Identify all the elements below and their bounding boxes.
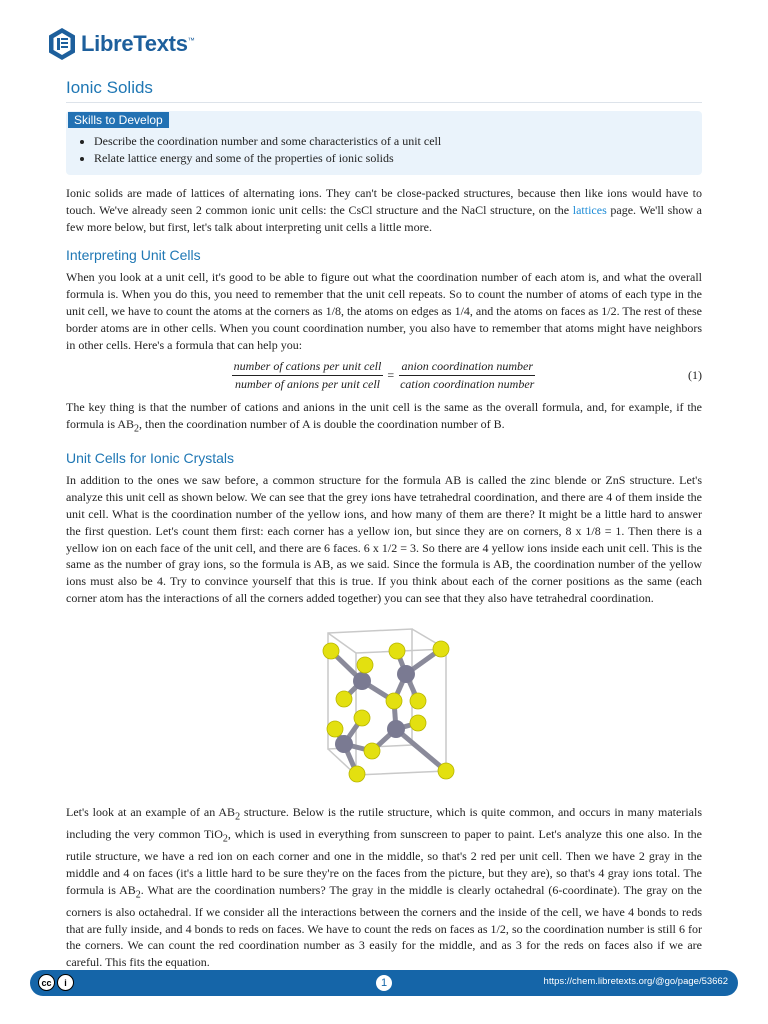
libretexts-logo-icon (47, 27, 77, 61)
equation-number: (1) (688, 367, 702, 382)
page-url[interactable]: https://chem.libretexts.org/@go/page/53662 (543, 976, 728, 987)
rutile-paragraph: Let's look at an example of an $AB_2$ structure. Below is the rutile structure, which is quite common, and occurs in many materials including the very common TiO$_2$, which is used in everything from sunscreen to paper to paint. Let's analyze this one also. In the rutile structure, we have a red ion on each corner and one in the middle, so that's 2 red per unit cell. Then we have 2 gray in the middle and 4 on faces (it's a little hard to be sure they're on the faces from the picture, but they are), so that's 4 gray ions total. The formula is $AB_2$. What are the coordination numbers? The gray in the middle is clearly octahedral (6-coordinate). The gray on the corners is also octahedral. If we consider all the interactions between the corners and the inside of the cell, we have 4 bonds to reds that are fully inside, and 4 bonds to reds on faces. We have to count the reds on faces as 1/2, so the coordination number is still 6 for the corners. We can count the red coordination number as 3 easily for the middle, and as 3 for the reds on faces also if we are careful. This fits the equation. (66, 804, 703, 970)
lattices-link[interactable]: lattices (572, 202, 607, 217)
libretexts-logo[interactable] (47, 27, 194, 61)
cc-license-badge[interactable] (38, 974, 74, 991)
intro-paragraph: Ionic solids are made of lattices of alternating ions. They can't be close-packed structures, because then like ions would have to touch. We've already seen 2 common ionic unit cells: the CsCl structure and the NaCl structure, on the lattices page. We'll show a few more below, but first, let's talk about interpreting unit cells a little more. (66, 186, 702, 234)
page-footer (30, 970, 738, 996)
equation-left-fraction: $\frac{\text{number of cations per unit cell}}{\text{number of anions per unit cell}}$ (233, 358, 382, 391)
skills-heading: Skills to Develop (68, 112, 169, 128)
interpreting-paragraph: When you look at a unit cell, it's good to be able to figure out what the coordination number of each atom is, and what the overall formula is. When you do this, you need to remember that the unit cell repeats. So to count the number of atoms of each type in the unit cell, we have to count the atoms at the corners as 1/8, the atoms on edges as 1/4, and the atoms on faces as 1/2. The rest of these border atoms are in other cells. When you count coordination number, you also have to remember that atoms might have neighbors in other cells. Here's a formula that can help you: (66, 270, 702, 352)
skills-item: • Describe the coordination number and some characteristics of a unit cell (94, 133, 694, 150)
attribution-icon: i (57, 974, 74, 991)
page-content (66, 78, 702, 971)
equation-1: $\frac{\text{number of cations per unit cell}}{\text{number of anions per unit cell}}$ = $\frac{\text{anion coordination number}}{\text{cation coordination number}}$ (1) (233, 358, 702, 391)
page-title: Ionic Solids (66, 78, 702, 103)
skills-list (66, 133, 694, 167)
skills-box (66, 111, 702, 175)
zinc-blende-paragraph: In addition to the ones we saw before, a common structure for the formula AB is called the zinc blende or ZnS structure. Let's analyze this unit cell as shown below. We can see that the grey ions have tetrahedral coordination, and there are 4 of them inside the unit cell. What is the coordination number of the yellow ions, and how many of them are there? It might be a little hard to answer the first question. Let's count them first: each corner has a yellow ion, but since they are on corners, 8 x 1/8 = 1. Then there is a yellow ion on each face of the unit cell, and there are 6 faces. 6 x 1/2 = 3. So there are 4 yellow ions inside each unit cell. This is the same as the number of gray ions, so the formula is AB, as we said. Since the formula is AB, the coordination number of the yellow ions must also be 4. Try to convince yourself that this is true. If you think about each of the corner positions as the same (each corner atom has the interactions of all the corners added together) you can see that they also have tetrahedral coordination. (66, 473, 702, 605)
section-heading-interpreting: Interpreting Unit Cells (66, 247, 201, 264)
key-thing-paragraph: The key thing is that the number of cations and anions in the unit cell is the same as the overall formula, and, for example, if the formula is $AB_2$, then the coordination number of A is double the coordination number of B. (66, 400, 702, 435)
page-number: 1 (376, 975, 392, 991)
skills-item: • Relate lattice energy and some of the properties of ionic solids (94, 150, 694, 167)
equation-right-fraction: $\frac{\text{anion coordination number}}{\text{cation coordination number}}$ (400, 358, 535, 391)
cc-icon: cc (38, 974, 55, 991)
logo-text: LibreTexts™ (81, 31, 195, 56)
zinc-blende-figure (66, 619, 702, 784)
section-heading-ionic-crystals: Unit Cells for Ionic Crystals (66, 450, 235, 467)
zinc-blende-structure-image (284, 619, 484, 784)
